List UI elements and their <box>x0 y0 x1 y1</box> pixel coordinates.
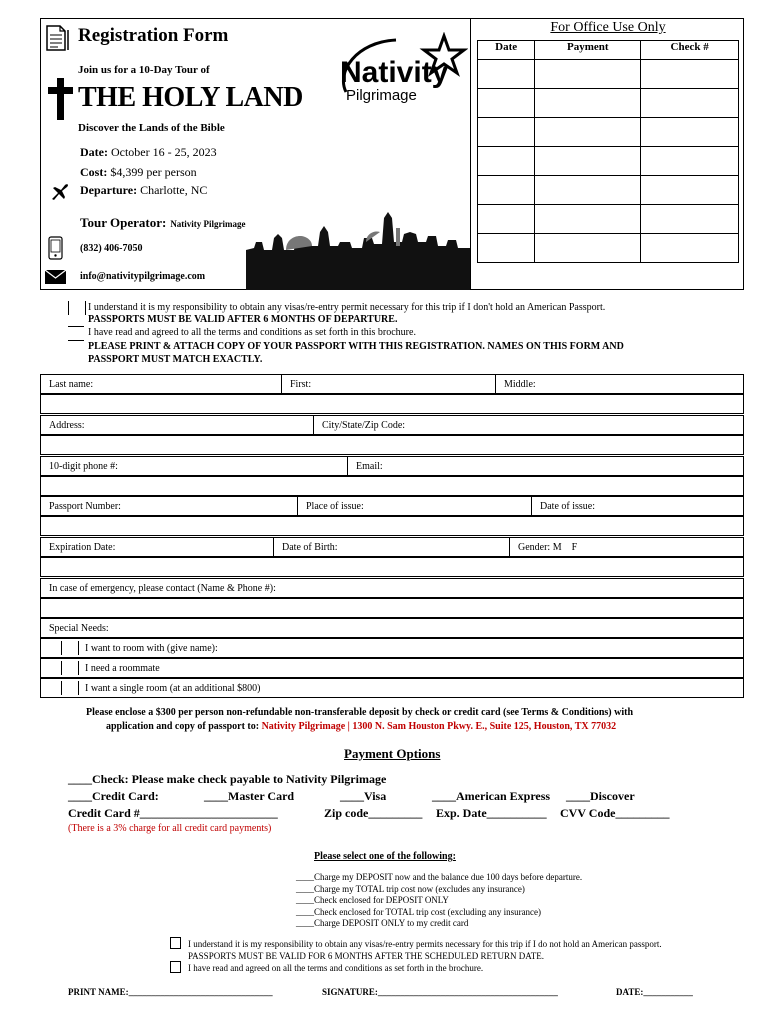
office-cell[interactable] <box>535 234 641 263</box>
last-name-field[interactable] <box>41 375 281 394</box>
logo-text-nativity: Nativity <box>340 56 449 89</box>
bottom-terms-checkbox-2[interactable] <box>170 961 181 973</box>
date-of-birth-field[interactable] <box>273 538 509 557</box>
logo-text-pilgrimage: Pilgrimage <box>346 87 417 104</box>
blank-row <box>40 598 744 618</box>
office-cell[interactable] <box>641 118 739 147</box>
office-cell[interactable] <box>478 147 535 176</box>
office-cell[interactable] <box>535 118 641 147</box>
deposit-address: Nativity Pilgrimage | 1300 N. Sam Houston Pkwy. E., Suite 125, Houston, TX 77032 <box>261 721 617 732</box>
passport-number-label: Passport Number: <box>49 501 121 512</box>
form-title: Registration Form <box>78 25 229 46</box>
departure-label: Departure: <box>80 183 138 197</box>
address-label: Address: <box>49 420 85 431</box>
office-cell[interactable] <box>478 205 535 234</box>
terms-line-1: I understand it is my responsibility to obtain any visas/re-entry permit necessary for this trip if I don't hold an American Passport. <box>88 302 606 313</box>
first-name-field[interactable] <box>281 375 495 394</box>
office-cell[interactable] <box>535 89 641 118</box>
payment-options-title: Payment Options <box>344 746 441 761</box>
office-cell[interactable] <box>641 176 739 205</box>
office-cell[interactable] <box>535 205 641 234</box>
terms-line-4: PLEASE PRINT & ATTACH COPY OF YOUR PASSPORT WITH THIS REGISTRATION. NAMES ON THIS FORM AND <box>88 341 624 352</box>
office-cell[interactable] <box>478 60 535 89</box>
office-cell[interactable] <box>478 176 535 205</box>
office-col-check: Check # <box>641 41 739 60</box>
master-card-option[interactable]: ____Master Card <box>204 789 295 803</box>
airplane-icon <box>50 182 70 202</box>
payment-choice-check-deposit[interactable]: ____Check enclosed for DEPOSIT ONLY <box>296 895 449 906</box>
office-cell[interactable] <box>641 89 739 118</box>
office-use-table <box>477 40 739 263</box>
emergency-contact-label: In case of emergency, please contact (Name & Phone #): <box>49 583 276 594</box>
office-cell[interactable] <box>641 147 739 176</box>
single-room-checkbox[interactable] <box>61 681 79 695</box>
cost-value: $4,399 per person <box>110 165 197 179</box>
blank-row <box>40 557 744 577</box>
exp-date-field[interactable]: Exp. Date__________ <box>436 806 547 820</box>
payment-choice-list <box>296 872 582 930</box>
terms-line-3: I have read and agreed to all the terms and conditions as set forth in this brochure. <box>88 327 416 338</box>
holy-land-title: THE HOLY LAND <box>78 82 303 113</box>
middle-name-label: Middle: <box>504 379 536 390</box>
cost-line <box>80 165 197 180</box>
address-field[interactable] <box>41 416 313 435</box>
place-of-issue-label: Place of issue: <box>306 501 364 512</box>
phone-number: (832) 406-7050 <box>80 243 143 254</box>
office-col-date: Date <box>478 41 535 60</box>
operator-line <box>80 214 246 232</box>
email-address: info@nativitypilgrimage.com <box>80 271 206 282</box>
visa-option[interactable]: ____Visa <box>340 789 387 803</box>
discover-text: Discover the Lands of the Bible <box>78 122 225 134</box>
gender-label: Gender: M F <box>518 542 578 553</box>
room-with-checkbox[interactable] <box>61 641 79 655</box>
date-of-birth-label: Date of Birth: <box>282 542 338 553</box>
payment-choice-deposit-balance[interactable]: ____Charge my DEPOSIT now and the balance due 100 days before departure. <box>296 872 583 882</box>
nativity-pilgrimage-logo <box>336 32 468 106</box>
deposit-line-1: Please enclose a $300 per person non-refundable non-transferable deposit by check or credit card (see Terms & Conditions) with <box>86 707 634 718</box>
emergency-row[interactable] <box>40 578 744 598</box>
discover-option[interactable]: ____Discover <box>566 789 635 803</box>
office-cell[interactable] <box>641 234 739 263</box>
first-name-label: First: <box>290 379 312 390</box>
date-of-issue-field[interactable] <box>531 497 743 516</box>
email-field[interactable] <box>347 457 743 476</box>
office-cell[interactable] <box>641 205 739 234</box>
blank-row <box>40 394 744 414</box>
bottom-terms-line-3: I have read and agreed on all the terms and conditions as set forth in the brochure. <box>188 963 484 973</box>
office-use-box <box>470 18 744 290</box>
phone-icon <box>46 235 66 261</box>
payment-choice-deposit-card[interactable]: ____Charge DEPOSIT ONLY to my credit card <box>296 918 469 929</box>
name-row <box>40 374 744 394</box>
amex-option[interactable]: ____American Express <box>432 789 551 803</box>
deposit-line-2 <box>106 721 616 732</box>
cvv-code-field[interactable]: CVV Code_________ <box>560 806 670 820</box>
credit-card-number-field[interactable]: Credit Card #_______________________ <box>68 806 278 820</box>
passport-row <box>40 496 744 516</box>
place-of-issue-field[interactable] <box>297 497 531 516</box>
deposit-mail-to: application and copy of passport to: <box>106 721 260 732</box>
departure-value: Charlotte, NC <box>140 183 208 197</box>
middle-name-field[interactable] <box>495 375 743 394</box>
jerusalem-skyline-image <box>246 212 470 290</box>
terms-checkbox-1[interactable] <box>68 301 86 315</box>
cost-label: Cost: <box>80 165 108 179</box>
office-cell[interactable] <box>535 60 641 89</box>
date-label: Date: <box>80 145 108 159</box>
check-option[interactable]: ____Check: Please make check payable to Nativity Pilgrimage <box>68 772 387 786</box>
passport-number-field[interactable] <box>41 497 297 516</box>
print-name-field[interactable]: PRINT NAME:________________________________ <box>68 987 273 997</box>
document-icon <box>44 24 70 52</box>
bottom-terms-line-1: I understand it is my responsibility to obtain any visas/re-entry permits necessary for this trip if I do not hold an American passport. <box>188 939 662 949</box>
terms-line-5: PASSPORT MUST MATCH EXACTLY. <box>88 354 263 365</box>
signature-field[interactable]: SIGNATURE:________________________________________ <box>322 987 558 997</box>
expiration-date-field[interactable] <box>41 538 273 557</box>
single-room-label: I want a single room (at an additional $800) <box>85 683 261 694</box>
zip-code-field[interactable]: Zip code_________ <box>324 806 423 820</box>
date-value: October 16 - 25, 2023 <box>110 145 217 159</box>
date-field[interactable]: DATE:___________ <box>616 987 693 997</box>
credit-card-option[interactable]: ____Credit Card: <box>68 789 159 803</box>
office-use-title: For Office Use Only <box>550 20 666 35</box>
office-col-payment: Payment <box>535 41 641 60</box>
blank-row <box>40 476 744 496</box>
special-needs-row[interactable] <box>40 618 744 638</box>
phone-field[interactable] <box>41 457 347 476</box>
date-line <box>80 145 217 160</box>
join-text: Join us for a 10-Day Tour of <box>78 64 210 76</box>
need-roommate-label: I need a roommate <box>85 663 160 674</box>
room-with-row <box>40 638 744 658</box>
select-one-title: Please select one of the following: <box>314 851 456 862</box>
envelope-icon <box>44 268 68 286</box>
office-cell[interactable] <box>478 118 535 147</box>
phone-label: 10-digit phone #: <box>49 461 118 472</box>
terms-checkbox-3[interactable] <box>68 340 84 341</box>
need-roommate-checkbox[interactable] <box>61 661 79 675</box>
last-name-label: Last name: <box>49 379 94 390</box>
departure-line <box>80 183 207 198</box>
expiration-date-label: Expiration Date: <box>49 542 116 553</box>
office-cell[interactable] <box>478 89 535 118</box>
single-room-row <box>40 678 744 698</box>
office-cell[interactable] <box>641 60 739 89</box>
credit-card-charge-note: (There is a 3% charge for all credit card payments) <box>68 823 272 834</box>
payment-choice-total-now[interactable]: ____Charge my TOTAL trip cost now (excludes any insurance) <box>296 883 525 894</box>
gender-field[interactable] <box>509 538 743 557</box>
terms-checkbox-2[interactable] <box>68 326 84 327</box>
payment-choice-check-total[interactable]: ____Check enclosed for TOTAL trip cost (excluding any insurance) <box>296 906 542 917</box>
cross-icon <box>46 76 76 122</box>
blank-row <box>40 435 744 455</box>
office-cell[interactable] <box>535 147 641 176</box>
bottom-terms-checkbox-1[interactable] <box>170 937 181 949</box>
operator-label: Tour Operator: <box>80 215 167 230</box>
office-cell[interactable] <box>478 234 535 263</box>
operator-value: Nativity Pilgrimage <box>170 219 246 229</box>
blank-row <box>40 516 744 536</box>
expiration-row <box>40 537 744 557</box>
need-roommate-row <box>40 658 744 678</box>
phone-email-row <box>40 456 744 476</box>
date-of-issue-label: Date of issue: <box>540 501 595 512</box>
special-needs-label: Special Needs: <box>49 623 109 634</box>
city-state-zip-field[interactable] <box>313 416 743 435</box>
bottom-terms-line-2: PASSPORTS MUST BE VALID FOR 6 MONTHS AFTER THE SCHEDULED RETURN DATE. <box>188 951 545 961</box>
email-label: Email: <box>356 461 383 472</box>
city-state-zip-label: City/State/Zip Code: <box>322 420 406 431</box>
office-cell[interactable] <box>535 176 641 205</box>
terms-line-2: PASSPORTS MUST BE VALID AFTER 6 MONTHS OF DEPARTURE. <box>88 314 398 325</box>
address-row <box>40 415 744 435</box>
room-with-label: I want to room with (give name): <box>85 643 218 654</box>
